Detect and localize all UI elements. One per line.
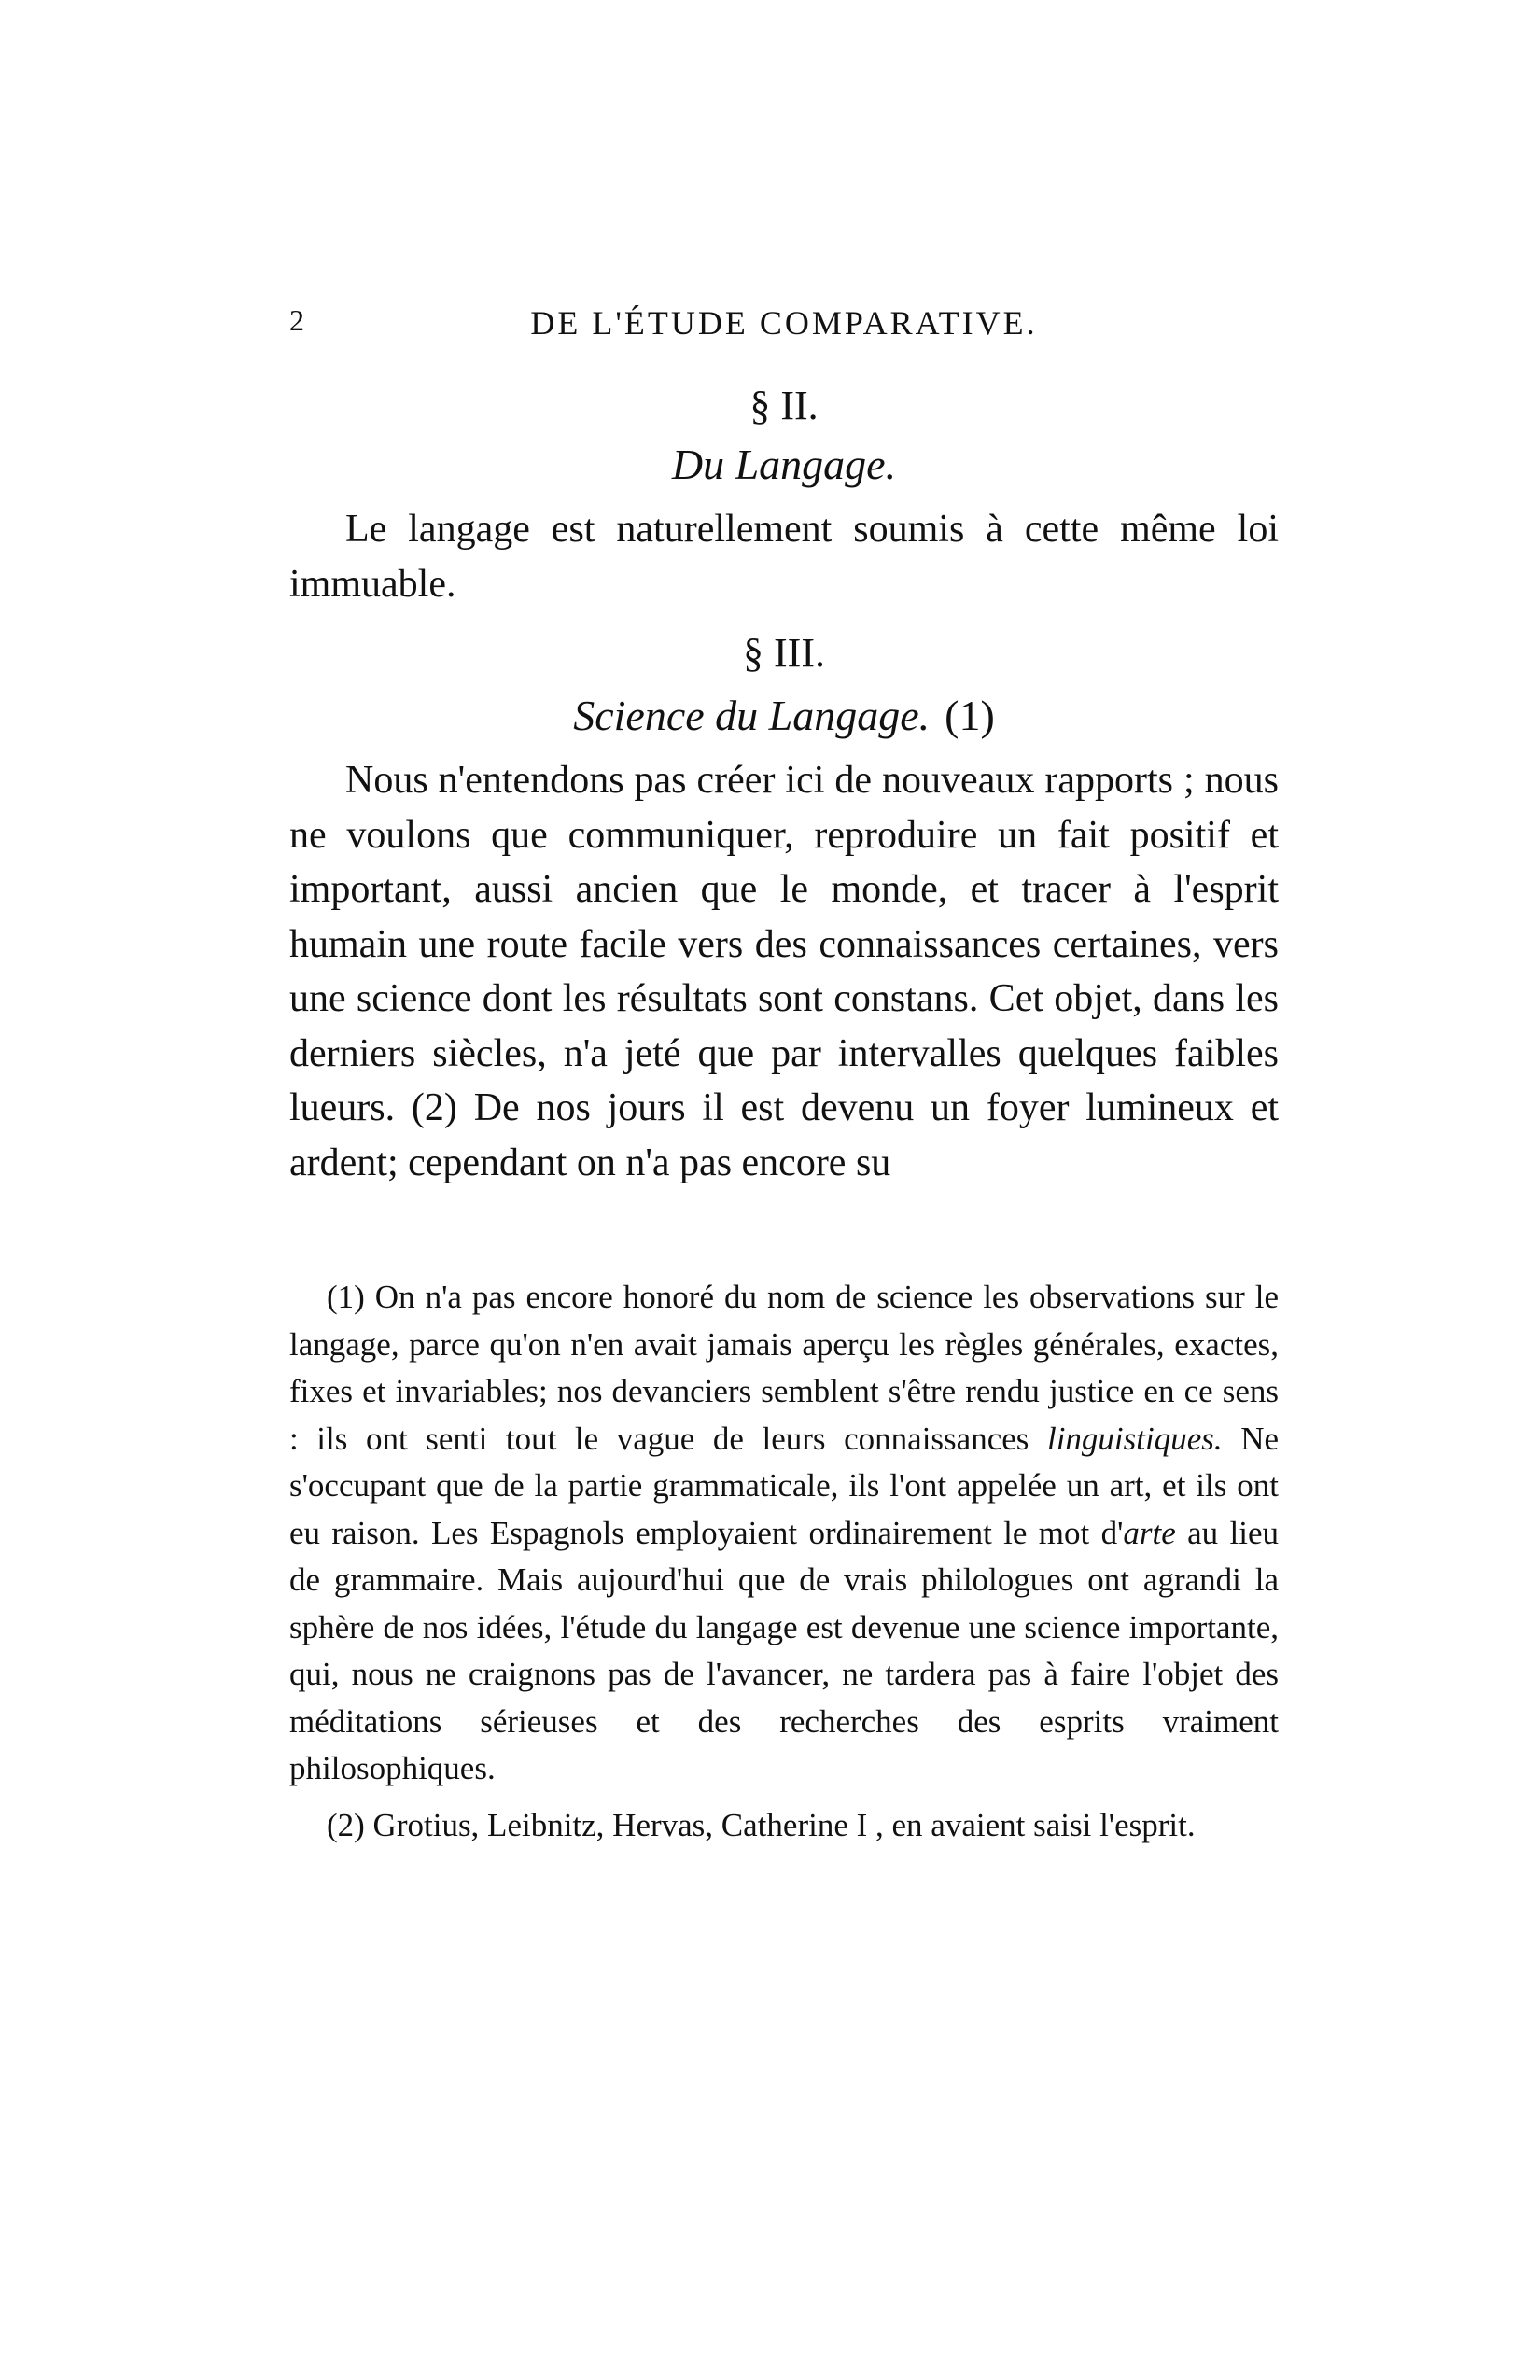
- section-3-mark: § III.: [743, 630, 825, 676]
- footnote-1-part2: Ne s'occupant que de la partie grammaticale, ils l'ont appelée un art, et ils ont eu raison. Les Espagnols employaient ordinairement le mot d': [289, 1420, 1280, 1551]
- running-title: DE L'ÉTUDE COMPARATIVE.: [530, 304, 1038, 342]
- page-number: 2: [289, 303, 304, 337]
- section-3-title: Science du Langage.: [573, 692, 931, 739]
- footnote-2: (2) Grotius, Leibnitz, Hervas, Catherine I , en avaient saisi l'esprit.: [327, 1806, 1196, 1843]
- footnote-ref-1: (1): [945, 692, 995, 739]
- section-3: [289, 630, 1279, 1190]
- section-2-mark: § II.: [749, 383, 819, 428]
- footnote-1-italic2: arte: [1123, 1514, 1176, 1551]
- section-2-text: Le langage est naturellement soumis à cette même loi immuable.: [289, 508, 1279, 606]
- section-2: [289, 383, 1279, 611]
- footnote-1: [289, 1274, 1279, 1793]
- section-3-text: Nous n'entendons pas créer ici de nouveaux rapports ; nous ne voulons que communiquer, reproduire un fait positif et important, aussi ancien que le monde, et tracer à l'esprit humain une route facile vers des connaissances certaines, vers une science dont les résultats sont constans. Cet objet, dans les derniers siècles, n'a jeté que par intervalles quelques faibles lueurs. (2) De nos jours il est devenu un foyer lumineux et ardent; cependant on n'a pas encore su: [289, 759, 1279, 1184]
- footnote-1-part1: (1) On n'a pas encore honoré du nom de science les observations sur le langage, parce qu'on n'en avait jamais aperçu les règles générales, exactes, fixes et invariables; nos devanciers semblent s'être rendu justice en ce sens : ils ont senti tout le vague de leurs connaissances: [289, 1279, 1279, 1457]
- page-header: [289, 303, 1279, 350]
- footnote-1-part3: au lieu de grammaire. Mais aujourd'hui que de vrais philologues ont agrandi la sphère de nos idées, l'étude du langage est devenue une science importante, qui, nous ne craignons pas de l'avancer, ne tardera pas à faire l'objet des méditations sérieuses et des recherches des esprits vraiment philosophiques.: [289, 1514, 1279, 1786]
- section-3-heading: [289, 690, 1279, 742]
- footnotes: [289, 1274, 1279, 1849]
- section-2-title: Du Langage.: [671, 441, 897, 488]
- footnote-1-italic1: linguistiques.: [1046, 1420, 1223, 1457]
